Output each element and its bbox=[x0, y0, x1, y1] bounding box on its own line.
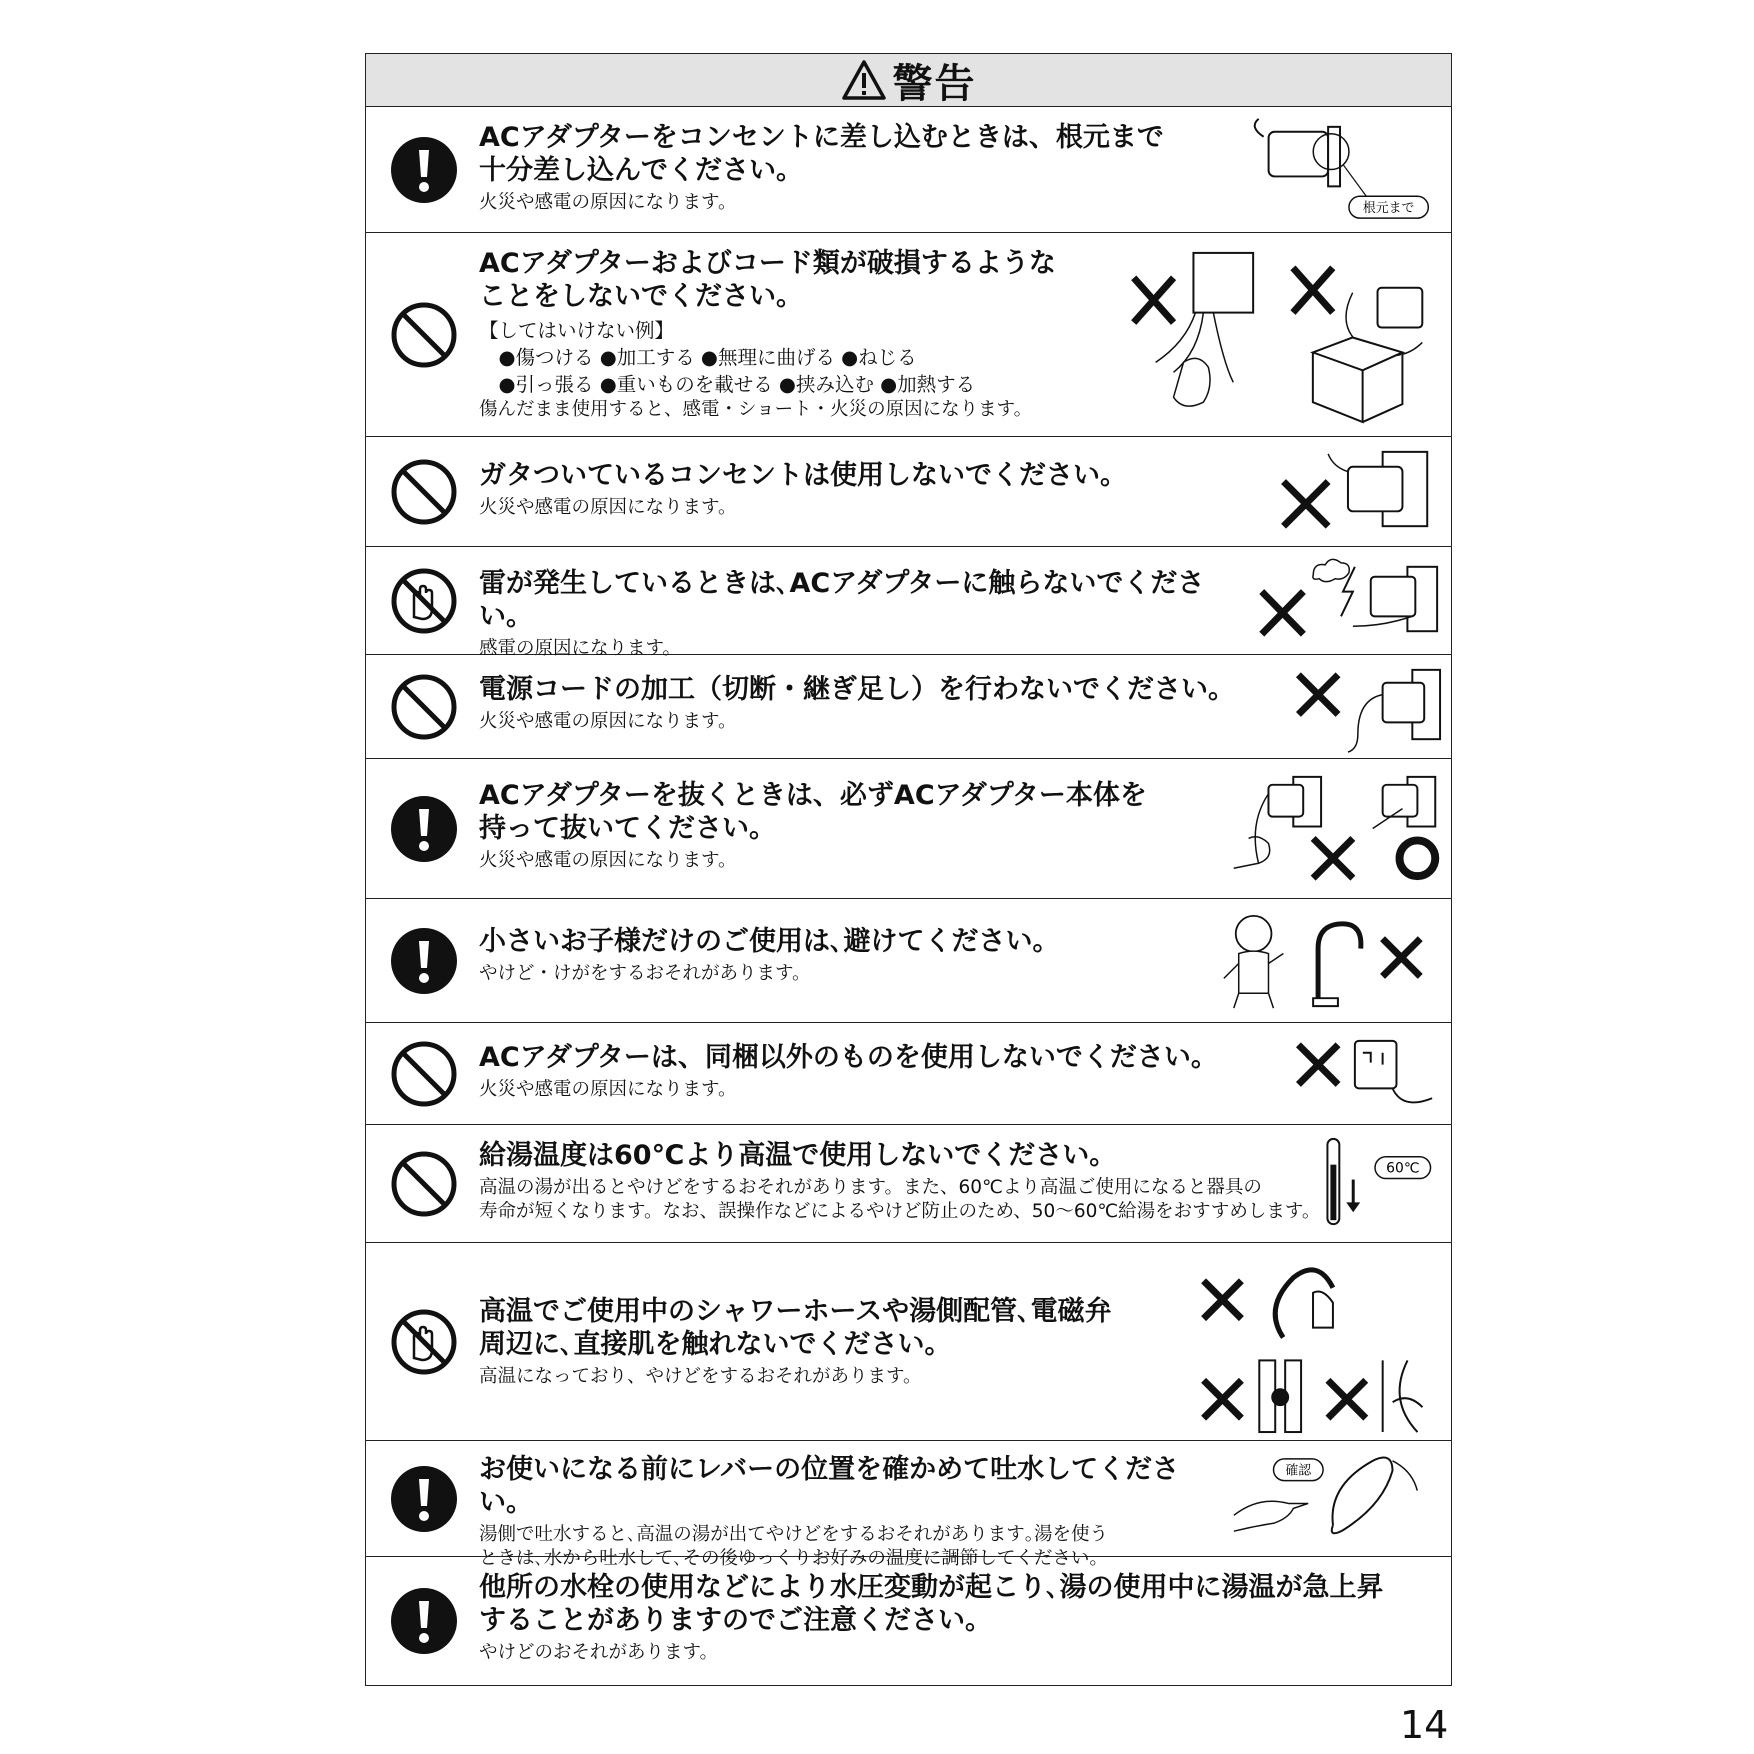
warning-row-cord-damage bbox=[366, 233, 1451, 437]
row-note: 火災や感電の原因になります。 bbox=[479, 1079, 737, 1100]
warning-row-hot-surfaces bbox=[366, 1243, 1451, 1441]
row-title: ACアダプターは、同梱以外のものを使用しないでください。 bbox=[479, 1042, 1218, 1073]
row-note: 火災や感電の原因になります。 bbox=[479, 497, 737, 518]
warning-title: 警告 bbox=[892, 60, 977, 107]
row-title: 小さいお子様だけのご使用は､避けてください。 bbox=[479, 926, 1060, 957]
page-number: 14 bbox=[1400, 1703, 1449, 1747]
no-touch-hand-icon bbox=[390, 567, 458, 635]
warning-row-lightning bbox=[366, 547, 1451, 659]
callout-label: 根元まで bbox=[1362, 201, 1415, 217]
mandatory-action-icon bbox=[390, 927, 458, 995]
thermometer-illustration bbox=[1313, 1125, 1443, 1242]
adapter-illustration bbox=[1243, 1023, 1443, 1124]
check-callout: 確認 bbox=[1285, 1463, 1312, 1479]
warning-row-cord-modify bbox=[366, 655, 1451, 759]
prohibited-icon bbox=[390, 458, 458, 526]
mandatory-action-icon bbox=[390, 795, 458, 863]
warning-table bbox=[365, 53, 1452, 1686]
mandatory-action-icon bbox=[390, 136, 458, 204]
loose-outlet-illustration bbox=[1243, 437, 1443, 546]
warning-row-check-lever bbox=[366, 1441, 1451, 1569]
row-title: ACアダプターをコンセントに差し込むときは、根元まで 十分差し込んでください。 bbox=[479, 122, 1164, 186]
row-note: 高温の湯が出るとやけどをするおそれがあります。また、60℃より高温ご使用になると器具の 寿命が短くなります。なお、誤操作などによるやけど防止のため、50～60℃給湯をおすすめします。 bbox=[479, 1177, 1321, 1222]
row-title: ACアダプターを抜くときは、必ずACアダプター本体を 持って抜いてください。 bbox=[479, 780, 1147, 844]
row-note: 火災や感電の原因になります。 bbox=[479, 711, 737, 732]
warning-header bbox=[366, 54, 1451, 107]
row-note: 高温になっており、やけどをするおそれがあります。 bbox=[479, 1366, 922, 1387]
prohibited-icon bbox=[390, 301, 458, 369]
warning-row-unplug bbox=[366, 759, 1451, 899]
mandatory-action-icon bbox=[390, 1587, 458, 1655]
row-title: 高温でご使用中のシャワーホースや湯側配管､電磁弁 周辺に､直接肌を触れないでください。 bbox=[479, 1296, 1112, 1360]
temperature-callout: 60℃ bbox=[1386, 1160, 1420, 1177]
prohibited-icon bbox=[390, 673, 458, 741]
row-title: 給湯温度は60℃より高温で使用しないでください。 bbox=[479, 1140, 1117, 1171]
child-faucet-illustration bbox=[1213, 899, 1443, 1022]
row-title: 電源コードの加工（切断・継ぎ足し）を行わないでください。 bbox=[479, 674, 1235, 705]
warning-row-pressure-change bbox=[366, 1557, 1451, 1685]
row-title: ACアダプターおよびコード類が破損するような ことをしないでください。 bbox=[479, 248, 1056, 312]
adapter-plug-illustration bbox=[1243, 107, 1443, 232]
no-touch-hand-icon bbox=[390, 1308, 458, 1376]
mandatory-action-icon bbox=[390, 1465, 458, 1533]
row-note: 火災や感電の原因になります。 bbox=[479, 850, 737, 871]
row-title: 他所の水栓の使用などにより水圧変動が起こり､湯の使用中に湯温が急上昇 することがありますのでご注意ください。 bbox=[479, 1572, 1384, 1636]
warning-row-genuine-adapter bbox=[366, 1023, 1451, 1125]
hot-piping-illustration bbox=[1193, 1243, 1443, 1440]
unplug-illustration bbox=[1223, 759, 1443, 898]
check-lever-illustration bbox=[1223, 1441, 1443, 1556]
prohibited-icon bbox=[390, 1150, 458, 1218]
cord-damage-illustration bbox=[1123, 233, 1443, 436]
row-note: やけど・けがをするおそれがあります。 bbox=[479, 963, 811, 984]
cord-cut-illustration bbox=[1243, 655, 1443, 758]
row-note: やけどのおそれがあります。 bbox=[479, 1642, 719, 1663]
lightning-illustration bbox=[1243, 547, 1443, 654]
row-title: 雷が発生しているときは､ACアダプターに触らないでください。 bbox=[479, 568, 1205, 632]
row-note: 傷んだまま使用すると、感電・ショート・火災の原因になります。 bbox=[479, 399, 1033, 420]
row-note: 湯側で吐水すると､高温の湯が出てやけどをするおそれがあります｡湯を使う ときは､水から吐水して､その後ゆっくりお好みの温度に調節してください。 bbox=[479, 1524, 1109, 1569]
row-title: ガタついているコンセントは使用しないでください。 bbox=[479, 460, 1127, 491]
prohibited-icon bbox=[390, 1040, 458, 1108]
row-title: お使いになる前にレバーの位置を確かめて吐水してください。 bbox=[479, 1454, 1180, 1518]
warning-row-adapter-insert bbox=[366, 107, 1451, 233]
warning-row-temperature bbox=[366, 1125, 1451, 1243]
warning-triangle-icon bbox=[841, 59, 887, 101]
row-note: 感電の原因になります。 bbox=[479, 638, 682, 659]
warning-row-loose-outlet bbox=[366, 437, 1451, 547]
row-note: 火災や感電の原因になります。 bbox=[479, 192, 737, 213]
bad-examples-list: 【してはいけない例】 ●傷つける ●加工する ●無理に曲げる ●ねじる ●引っ張る ●重いものを載せる ●挟み込む ●加熱する bbox=[479, 319, 976, 396]
warning-row-children bbox=[366, 899, 1451, 1023]
